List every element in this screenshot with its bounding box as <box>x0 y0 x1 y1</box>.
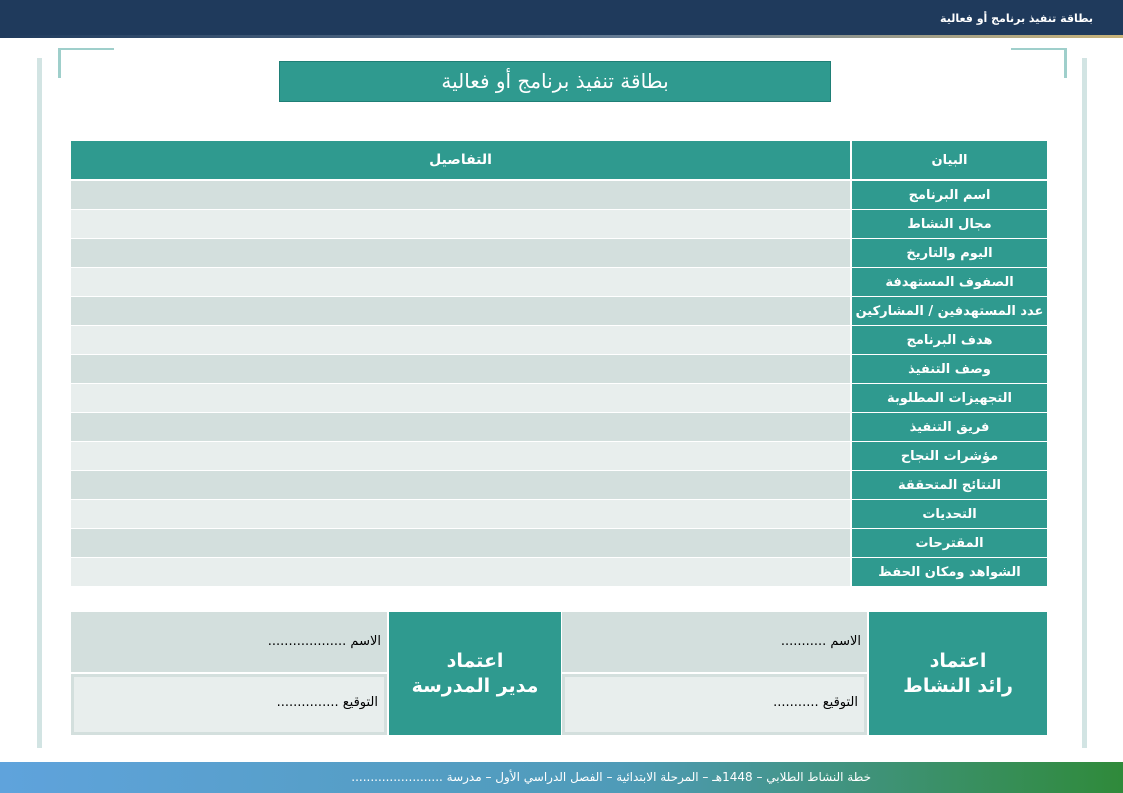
row-details-cell[interactable] <box>71 500 850 528</box>
table-row <box>71 326 1047 355</box>
activity-leader-approval <box>562 612 1047 735</box>
table-row <box>71 239 1047 268</box>
row-details-cell[interactable] <box>71 181 850 209</box>
table-header-row <box>71 141 1047 181</box>
header-title: بطاقة تنفيذ برنامج أو فعالية <box>940 12 1093 25</box>
table-row <box>71 268 1047 297</box>
page-title: بطاقة تنفيذ برنامج أو فعالية <box>279 61 831 102</box>
table-row <box>71 413 1047 442</box>
table-row <box>71 181 1047 210</box>
principal-approval-title <box>389 612 561 735</box>
table-row <box>71 558 1047 587</box>
row-details-cell[interactable] <box>71 297 850 325</box>
row-details-cell[interactable] <box>71 471 850 499</box>
table-row <box>71 384 1047 413</box>
row-label: اليوم والتاريخ <box>850 239 1047 267</box>
row-label: هدف البرنامج <box>850 326 1047 354</box>
row-details-cell[interactable] <box>71 529 850 557</box>
activity-leader-name-field[interactable]: الاسم ........... <box>562 612 867 672</box>
table-row <box>71 297 1047 326</box>
row-label: عدد المستهدفين / المشاركين <box>850 297 1047 325</box>
row-label: الصفوف المستهدفة <box>850 268 1047 296</box>
table-row <box>71 210 1047 239</box>
approval-line1: اعتماد <box>929 649 987 672</box>
top-header-bar <box>0 0 1123 38</box>
header-accent-line <box>0 35 1123 38</box>
row-details-cell[interactable] <box>71 326 850 354</box>
footer-text: خطة النشاط الطلابي – 1448هـ – المرحلة الابتدائية – الفصل الدراسي الأول – مدرسة ........................ <box>351 770 871 784</box>
row-details-cell[interactable] <box>71 558 850 586</box>
row-details-cell[interactable] <box>71 384 850 412</box>
approval-line2: مدير المدرسة <box>411 674 539 697</box>
row-label: المقترحات <box>850 529 1047 557</box>
row-label: التحديات <box>850 500 1047 528</box>
row-label: اسم البرنامج <box>850 181 1047 209</box>
table-row <box>71 529 1047 558</box>
left-frame-line <box>37 58 42 748</box>
table-row <box>71 442 1047 471</box>
details-table <box>71 141 1047 587</box>
approval-line1: اعتماد <box>446 649 504 672</box>
row-details-cell[interactable] <box>71 442 850 470</box>
row-label: وصف التنفيذ <box>850 355 1047 383</box>
activity-leader-approval-title <box>869 612 1047 735</box>
right-corner-ornament <box>1011 48 1067 78</box>
row-details-cell[interactable] <box>71 413 850 441</box>
row-label: فريق التنفيذ <box>850 413 1047 441</box>
right-frame-line <box>1082 58 1087 748</box>
row-details-cell[interactable] <box>71 355 850 383</box>
activity-leader-signature-field[interactable]: التوقيع ........... <box>562 674 867 735</box>
header-details-cell: التفاصيل <box>71 141 850 179</box>
row-label: النتائج المتحققة <box>850 471 1047 499</box>
approval-line2: رائد النشاط <box>903 674 1013 697</box>
row-label: مؤشرات النجاح <box>850 442 1047 470</box>
row-label: مجال النشاط <box>850 210 1047 238</box>
principal-signature-field[interactable]: التوقيع ............... <box>71 674 387 735</box>
row-details-cell[interactable] <box>71 210 850 238</box>
row-details-cell[interactable] <box>71 268 850 296</box>
header-label-cell: البيان <box>850 141 1047 179</box>
principal-name-field[interactable]: الاسم ................... <box>71 612 387 672</box>
footer-bar <box>0 762 1123 793</box>
left-corner-ornament <box>58 48 114 78</box>
table-row <box>71 355 1047 384</box>
table-row <box>71 471 1047 500</box>
table-row <box>71 500 1047 529</box>
row-label: التجهيزات المطلوبة <box>850 384 1047 412</box>
principal-approval <box>71 612 561 735</box>
row-details-cell[interactable] <box>71 239 850 267</box>
row-label: الشواهد ومكان الحفظ <box>850 558 1047 586</box>
